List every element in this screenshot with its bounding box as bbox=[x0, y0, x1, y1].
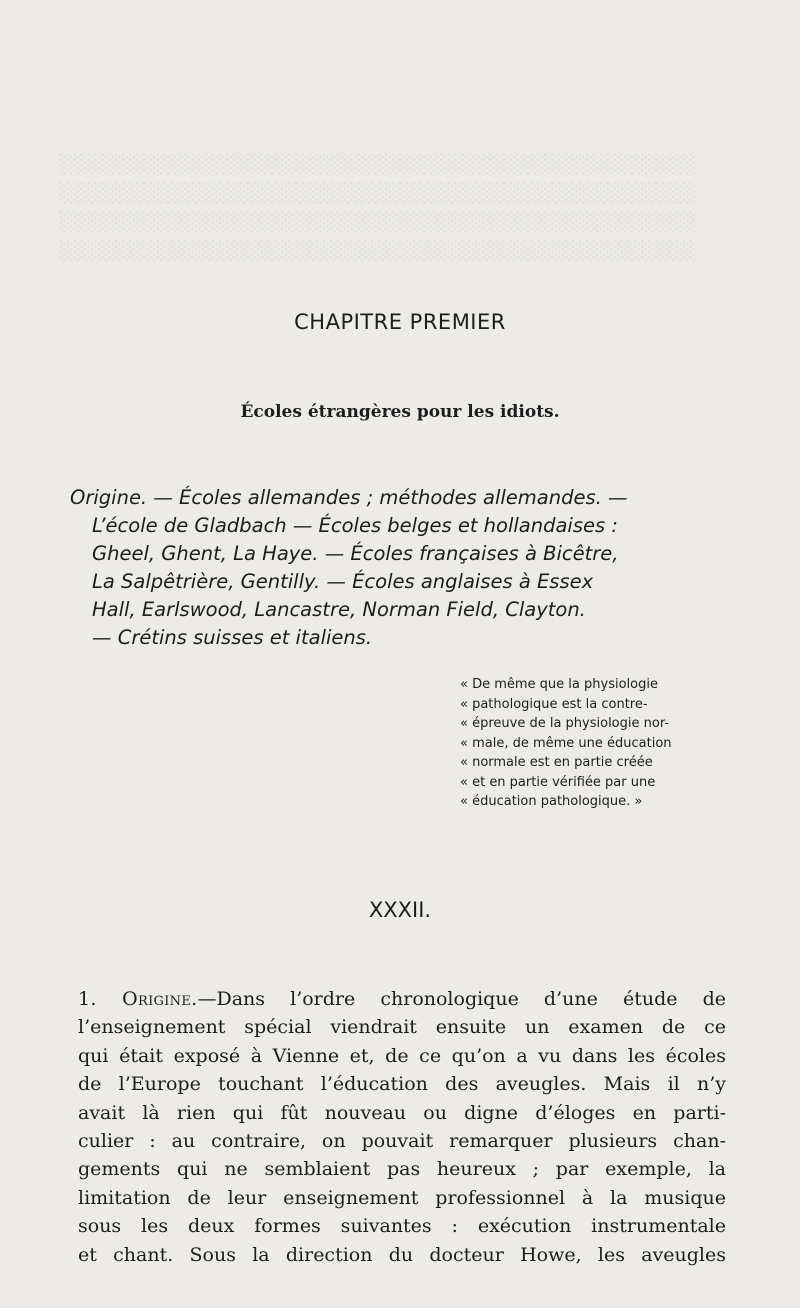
paragraph-lead: 1. Origine. bbox=[78, 988, 198, 1010]
body-line: et chant. Sous la direction du docteur Howe, les aveugles bbox=[78, 1243, 726, 1266]
body-line bbox=[78, 985, 726, 1013]
summary-line: Hall, Earlswood, Lancastre, Norman Field, Clayton. bbox=[92, 598, 586, 621]
body-line: qui était exposé à Vienne et, de ce qu’on a vu dans les écoles bbox=[78, 1044, 726, 1067]
chapter-summary bbox=[70, 484, 730, 652]
summary-line: L’école de Gladbach — Écoles belges et hollandaises : bbox=[92, 514, 618, 537]
epigraph-line: « De même que la physiologie bbox=[460, 677, 658, 692]
epigraph-line: « épreuve de la physiologie nor- bbox=[460, 716, 670, 731]
body-line: avait là rien qui fût nouveau ou digne d’éloges en parti- bbox=[78, 1101, 726, 1124]
epigraph-line: « éducation pathologique. » bbox=[460, 794, 643, 809]
body-paragraph bbox=[78, 985, 726, 1269]
body-line: culier : au contraire, on pouvait remarquer plusieurs chan- bbox=[78, 1130, 726, 1153]
epigraph-line: « et en partie vérifiée par une bbox=[460, 774, 656, 790]
epigraph-line: « normale est en partie créée bbox=[460, 755, 653, 770]
body-line: sous les deux formes suivantes : exécution instrumentale bbox=[78, 1215, 726, 1238]
summary-line: Origine. — Écoles allemandes ; méthodes allemandes. — bbox=[70, 486, 628, 509]
bleed-through-texture: ░░░░░░░░░░░░░░░░░░░░░░░░░░░░░░░░░░░░░░░░░░░░░░ ░░░░░░░░░░░░░░░░░░░░░░░░░░░░░░░░░░░░░░░░░░░░░░ ░░░░░░░░░░░░░░░░░░░░░░░░░░░░░░░░░░░░░░░░░░░░░░ ░░░░░░░░░░░░░░░░░░░░░░░░░░░░░░░░░░░░░░░░░░░░░░ bbox=[60, 154, 697, 262]
section-number: XXXII. bbox=[368, 898, 432, 922]
body-line: gements qui ne semblaient pas heureux ; par exemple, la bbox=[78, 1158, 726, 1181]
epigraph-quote bbox=[460, 675, 725, 812]
body-line: l’enseignement spécial viendrait ensuite un examen de ce bbox=[78, 1016, 726, 1039]
epigraph-line: « male, de même une éducation bbox=[460, 735, 672, 751]
epigraph-line: « pathologique est la contre- bbox=[460, 696, 648, 712]
section-heading: Écoles étrangères pour les idiots. bbox=[240, 402, 560, 422]
body-line: limitation de leur enseignement professionnel à la musique bbox=[78, 1186, 726, 1209]
summary-line: Gheel, Ghent, La Haye. — Écoles françaises à Bicêtre, bbox=[92, 542, 619, 565]
body-line-text: —Dans l’ordre chronologique d’une étude de bbox=[197, 988, 726, 1010]
body-line: de l’Europe touchant l’éducation des aveugles. Mais il n’y bbox=[78, 1073, 726, 1096]
summary-line: La Salpêtrière, Gentilly. — Écoles anglaises à Essex bbox=[92, 570, 594, 593]
chapter-title: CHAPITRE PREMIER bbox=[294, 310, 506, 334]
summary-line: — Crétins suisses et italiens. bbox=[92, 626, 373, 649]
